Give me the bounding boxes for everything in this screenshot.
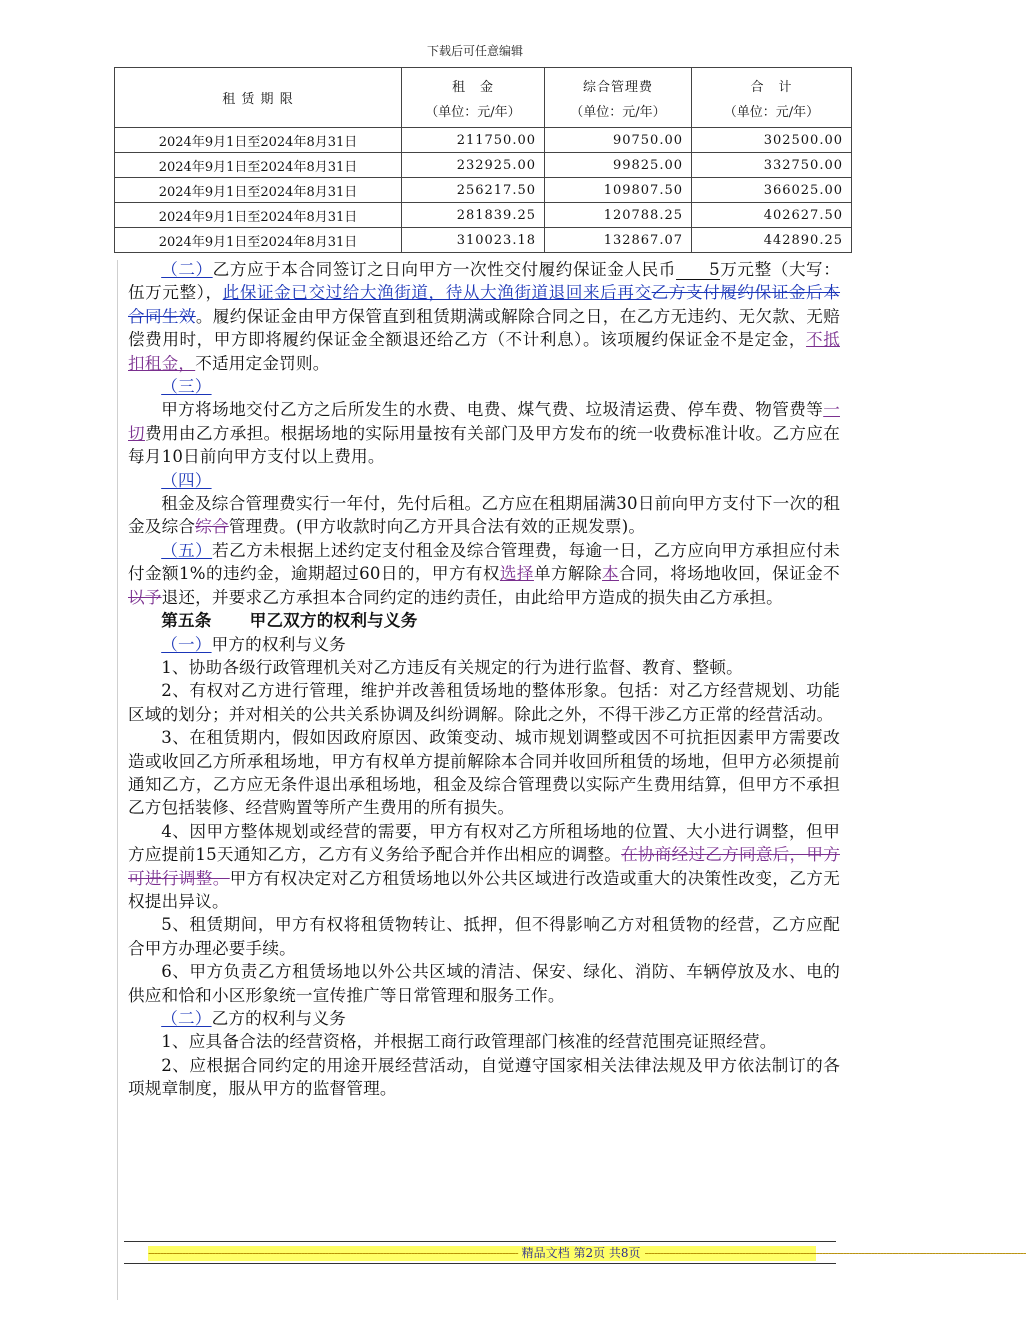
table-row [115, 178, 852, 203]
paragraph-penalty [128, 539, 840, 609]
header-fee-unit: （单位：元/年） [570, 104, 666, 120]
header-period: 租 赁 期 限 [115, 68, 402, 128]
inserted-revision: 不抵扣租金， [128, 330, 840, 373]
section-label: （三） [161, 377, 212, 397]
header-fee-label: 综合管理费 [582, 79, 653, 95]
text-run: 单方解除 [533, 564, 603, 584]
text-run: 。履约保证金由甲方保管直到租赁期满或解除合同之日，在乙方无违约、无欠款、无赔偿费用时，甲方即将履约保证金全额退还给乙方（不计利息）。该项履约保证金不是定金， [128, 306, 840, 350]
text-run: 甲方有权决定对乙方租赁场地以外公共区域进行改造或重大的决策性改变，乙方无权提出异议。 [128, 868, 841, 911]
subsection-title: 乙方的权利与义务 [211, 1009, 346, 1028]
header-rent [402, 68, 545, 128]
deleted-revision: 以予 [128, 587, 162, 607]
footer-dashes: ------------------------------------------------------------------------------------------------------------------------- [148, 1246, 518, 1260]
cell-total: 366025.00 [692, 178, 852, 203]
table-row [115, 153, 852, 178]
section-label: （二） [161, 260, 213, 279]
cell-fee: 99825.00 [545, 153, 692, 178]
cell-fee: 120788.25 [545, 203, 692, 228]
header-total [692, 68, 852, 128]
section-label: （一） [161, 634, 212, 654]
cell-period: 2024年9月1日至2024年8月31日 [115, 128, 402, 153]
cell-total: 402627.50 [692, 203, 852, 228]
cell-rent: 281839.25 [402, 203, 545, 228]
table-row [115, 128, 852, 153]
clause-a4 [128, 820, 840, 914]
deposit-amount: 5 [676, 261, 720, 280]
cell-rent: 211750.00 [402, 128, 545, 153]
table-header-row [115, 68, 852, 128]
clause-a5: 5、租赁期间，甲方有权将租赁物转让、抵押，但不得影响乙方对租赁物的经营，乙方应配合甲方办理必要手续。 [128, 915, 840, 958]
clause-a2: 2、有权对乙方进行管理，维护并改善租赁场地的整体形象。包括：对乙方经营规划、功能区域的划分；并对相关的公共关系协调及纠纷调解。除此之外，不得干涉乙方正常的经营活动。 [128, 681, 840, 724]
paragraph-deposit [128, 258, 840, 375]
header-rent-label: 租 金 [451, 79, 494, 95]
footer-page-band [148, 1246, 1026, 1261]
inserted-revision: 本 [602, 564, 620, 584]
text-run: 租金及综合管理费实行一年付，先付后租。乙方应在租期届满30日前向甲方支付下一次的租金及综合 [128, 494, 840, 537]
footer-rule-top [124, 1241, 836, 1242]
cell-period: 2024年9月1日至2024年8月31日 [115, 178, 402, 203]
text-run: 退还，并要求乙方承担本合同约定的违约责任，由此给甲方造成的损失由乙方承担。 [161, 587, 783, 607]
deleted-revision: 综合 [195, 517, 229, 537]
paragraph-payment [128, 492, 840, 539]
article-number: 第五条 [161, 610, 212, 631]
section-label-line [128, 469, 840, 492]
cell-period: 2024年9月1日至2024年8月31日 [115, 203, 402, 228]
article-5-heading [128, 609, 840, 632]
clause-b1: 1、应具备合法的经营资格，并根据工商行政管理部门核准的经营范围亮证照经营。 [161, 1032, 777, 1052]
subsection-title: 甲方的权利与义务 [211, 634, 346, 654]
text-run: 甲方将场地交付乙方之后所发生的水费、电费、煤气费、垃圾清运费、停车费、物管费等 [161, 400, 824, 420]
text-run: 不适用定金罚则。 [195, 353, 330, 373]
article-title: 甲乙双方的权利与义务 [249, 610, 418, 631]
cell-period: 2024年9月1日至2024年8月31日 [115, 228, 402, 253]
cell-total: 442890.25 [692, 228, 852, 253]
contract-body [128, 258, 840, 1101]
header-fee [545, 68, 692, 128]
text-run: 若乙方未根据上述约定支付租金及综合管理费，每逾一日，乙方应向甲方承担应付未付金额1%的违约金，逾期超过60日的，甲方有权 [128, 540, 840, 584]
section-label: （二） [161, 1009, 212, 1028]
cell-rent: 310023.18 [402, 228, 545, 253]
text-run: 万元整（大写：伍万元整）， [128, 260, 841, 303]
cell-rent: 256217.50 [402, 178, 545, 203]
inserted-revision: 此保证金已交过给大渔街道，待从大渔街道退回来后再交 [222, 283, 652, 303]
footer-dashes: ----------------------------------------------------------------------------------------------------------------------------- [644, 1246, 1026, 1260]
header-total-label: 合 计 [750, 79, 793, 95]
table-row [115, 228, 852, 253]
inserted-revision: 选择 [499, 564, 534, 584]
cell-total: 302500.00 [692, 128, 852, 153]
header-rent-unit: （单位：元/年） [425, 104, 521, 120]
inserted-revision: 一切 [128, 400, 840, 443]
header-total-unit: （单位：元/年） [723, 104, 820, 120]
clause-a1: 1、协助各级行政管理机关对乙方违反有关规定的行为进行监督、教育、整顿。 [161, 657, 743, 677]
text-run: 合同，将场地收回，保证金不 [619, 564, 840, 584]
text-run: 4、因甲方整体规划或经营的需要，甲方有权对乙方所租场地的位置、大小进行调整，但甲方应提前15天通知乙方，乙方有义务给予配合并作出相应的调整。 [128, 821, 840, 865]
table-row [115, 203, 852, 228]
cell-rent: 232925.00 [402, 153, 545, 178]
deleted-revision: 在协商经过乙方同意后，甲方可进行调整。 [128, 845, 840, 888]
section-label-line [128, 375, 840, 398]
subsection-b-heading [128, 1007, 840, 1030]
cell-total: 332750.00 [692, 153, 852, 178]
clause-b2: 2、应根据合同约定的用途开展经营活动，自觉遵守国家相关法律法规及甲方依法制订的各项规章制度，服从甲方的监督管理。 [128, 1055, 840, 1099]
section-label: （四） [161, 470, 212, 490]
text-run: 管理费。(甲方收款时向乙方开具合法有效的正规发票)。 [228, 517, 646, 537]
clause-a3: 3、在租赁期内，假如因政府原因、政策变动、城市规划调整或因不可抗拒因素甲方需要改造或收回乙方所承租场地，甲方有权单方提前解除本合同并收回所租赁的场地，但甲方必须提前通知乙方，乙方应无条件退出承租场地，租金及综合管理费以实际产生费用结算，但甲方不承担乙方包括装修、经营购置等所产生费用的所有损失。 [128, 728, 840, 818]
cell-fee: 109807.50 [545, 178, 692, 203]
clause-a6: 6、甲方负责乙方租赁场地以外公共区域的清洁、保安、绿化、消防、车辆停放及水、电的供应和恰和小区形象统一宣传推广等日常管理和服务工作。 [128, 962, 840, 1005]
footer-rule-bottom [124, 1263, 836, 1264]
footer-page-text: 精品文档 第2页 共8页 [521, 1246, 641, 1260]
page-header-note: 下载后可任意编辑 [426, 44, 523, 58]
margin-line [117, 260, 118, 1300]
text-run: 费用由乙方承担。根据场地的实际用量按有关部门及甲方发布的统一收费标准计收。乙方应在每月10日前向甲方支付以上费用。 [128, 423, 841, 467]
deleted-revision: 乙方支付履约保证金后本合同生效 [128, 283, 841, 326]
text-run: 乙方应于本合同签订之日向甲方一次性交付履约保证金人民币 [212, 260, 676, 279]
cell-fee: 132867.07 [545, 228, 692, 253]
paragraph-utilities [128, 398, 840, 468]
cell-period: 2024年9月1日至2024年8月31日 [115, 153, 402, 178]
rent-schedule-table [114, 67, 852, 253]
subsection-a-heading [128, 633, 840, 656]
section-label: （五） [161, 540, 213, 560]
cell-fee: 90750.00 [545, 128, 692, 153]
